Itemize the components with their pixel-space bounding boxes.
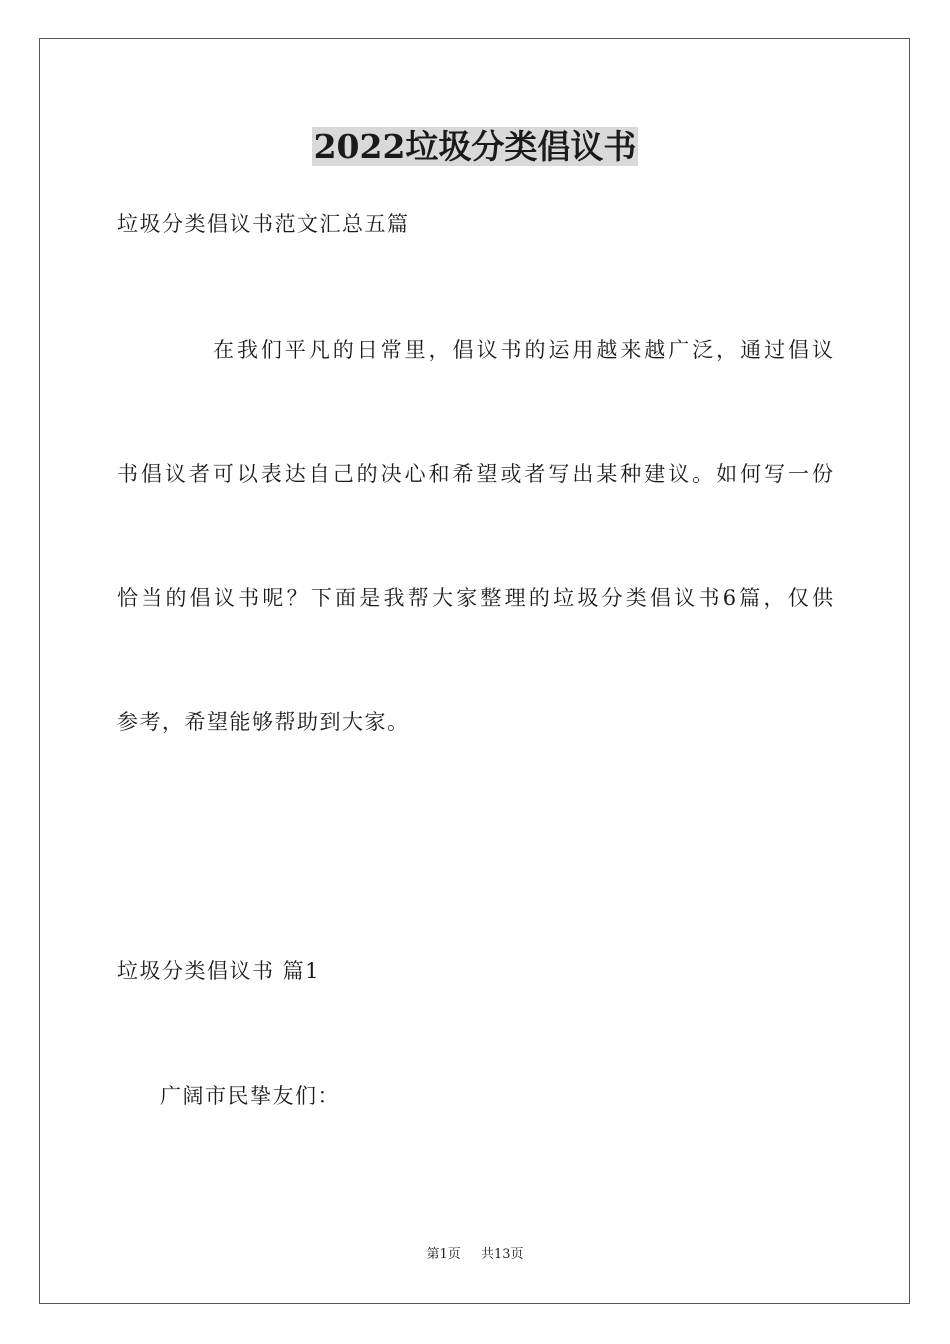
document-title — [0, 124, 950, 170]
intro-line-4: 参考，希望能够帮助到大家。 — [117, 710, 410, 734]
document-subtitle: 垃圾分类倡议书范文汇总五篇 — [117, 212, 410, 236]
page-footer — [0, 1246, 950, 1264]
page-total: 共13页 — [480, 1247, 524, 1262]
page-number: 第1页 — [426, 1247, 461, 1262]
title-text: 2022垃圾分类倡议书 — [313, 127, 637, 166]
section-heading: 垃圾分类倡议书 篇1 — [117, 959, 321, 983]
intro-line-1: 在我们平凡的日常里，倡议书的运用越来越广泛，通过倡议 — [213, 338, 833, 362]
intro-line-2: 书倡议者可以表达自己的决心和希望或者写出某种建议。如何写一份 — [117, 462, 833, 486]
intro-line-3: 恰当的倡议书呢？下面是我帮大家整理的垃圾分类倡议书6篇，仅供 — [117, 586, 833, 610]
salutation: 广阔市民挚友们： — [160, 1084, 340, 1108]
